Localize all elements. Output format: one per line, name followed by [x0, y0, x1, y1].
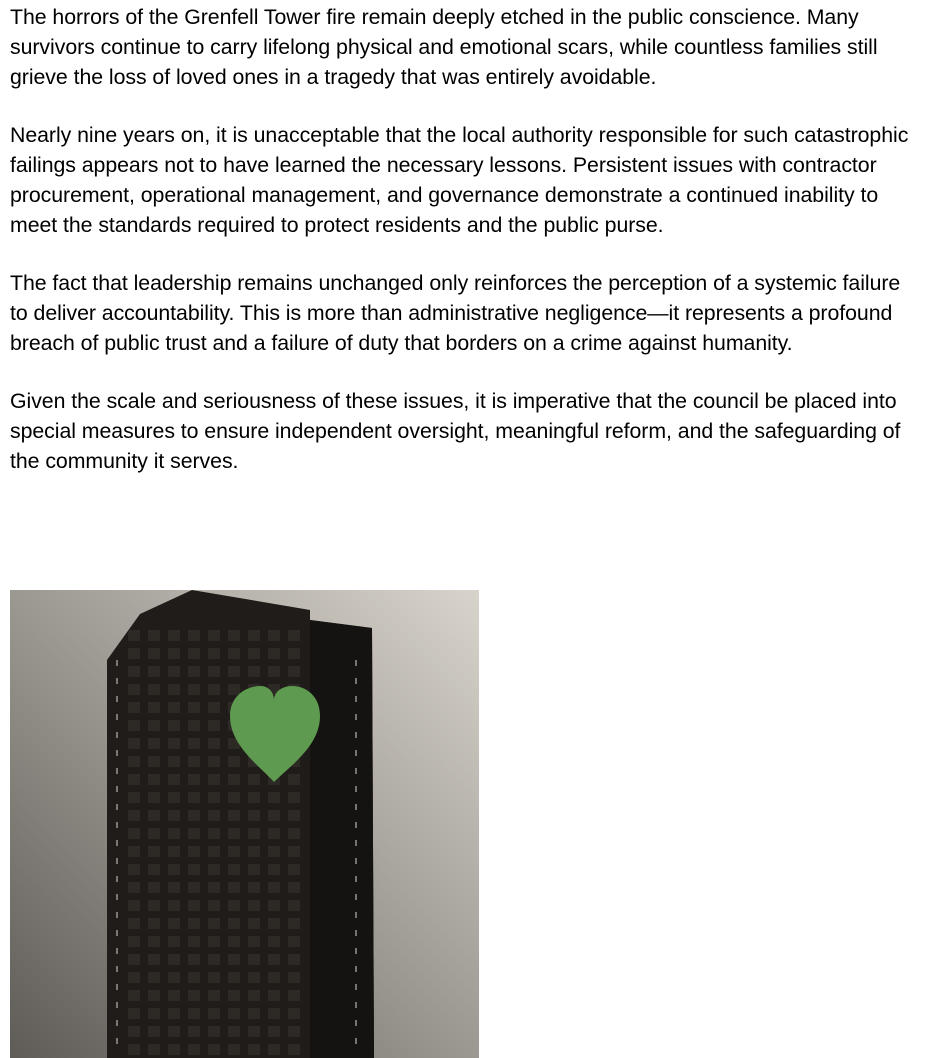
tower-window — [288, 666, 300, 677]
tower-window — [248, 954, 260, 965]
tower-window — [148, 774, 160, 785]
tower-window — [148, 954, 160, 965]
tower-edge-mark — [355, 1002, 357, 1008]
tower-window — [168, 774, 180, 785]
tower-window — [268, 1044, 280, 1055]
tower-window — [208, 864, 220, 875]
tower-window — [268, 1008, 280, 1019]
tower-edge-mark — [355, 696, 357, 702]
tower-window — [128, 1026, 140, 1037]
tower-edge-mark — [355, 714, 357, 720]
tower-window — [248, 1008, 260, 1019]
tower-window — [288, 1044, 300, 1055]
tower-window — [228, 684, 240, 695]
tower-side — [310, 620, 374, 1058]
tower-window — [148, 738, 160, 749]
tower-window — [188, 864, 200, 875]
tower-window — [208, 720, 220, 731]
tower-window — [208, 1008, 220, 1019]
tower-window — [268, 900, 280, 911]
tower-window — [128, 972, 140, 983]
tower-window — [188, 918, 200, 929]
tower-window — [288, 774, 300, 785]
tower-window — [128, 702, 140, 713]
tower-window — [168, 954, 180, 965]
tower-window — [228, 666, 240, 677]
tower-window — [248, 666, 260, 677]
tower-window — [128, 666, 140, 677]
tower-edge-mark — [116, 804, 118, 810]
tower-edge-mark — [355, 678, 357, 684]
tower-window — [208, 792, 220, 803]
tower-window — [188, 738, 200, 749]
tower-edge-mark — [116, 930, 118, 936]
tower-edge-mark — [355, 930, 357, 936]
tower-edge-mark — [355, 984, 357, 990]
tower-edge-mark — [116, 840, 118, 846]
tower-window — [248, 900, 260, 911]
tower-window — [188, 684, 200, 695]
tower-window — [228, 1044, 240, 1055]
tower-window — [248, 648, 260, 659]
tower-window — [168, 936, 180, 947]
tower-window — [188, 846, 200, 857]
tower-window — [228, 900, 240, 911]
tower-window — [128, 792, 140, 803]
tower-edge-mark — [355, 822, 357, 828]
tower-edge-mark — [116, 786, 118, 792]
tower-window — [128, 630, 140, 641]
tower-window — [268, 828, 280, 839]
tower-window — [208, 1044, 220, 1055]
tower-illustration — [10, 590, 479, 1058]
tower-window — [168, 882, 180, 893]
tower-window — [248, 828, 260, 839]
tower-window — [168, 666, 180, 677]
tower-window — [188, 720, 200, 731]
tower-edge-mark — [355, 804, 357, 810]
tower-window — [228, 864, 240, 875]
tower-edge-mark — [355, 768, 357, 774]
tower-window — [188, 756, 200, 767]
tower-window — [168, 630, 180, 641]
tower-edge-mark — [116, 876, 118, 882]
tower-window — [288, 972, 300, 983]
tower-edge-mark — [116, 966, 118, 972]
tower-window — [268, 846, 280, 857]
tower-window — [168, 1044, 180, 1055]
tower-window — [188, 666, 200, 677]
tower-edge-mark — [355, 1038, 357, 1044]
tower-window — [248, 918, 260, 929]
tower-window — [288, 1008, 300, 1019]
tower-window — [188, 972, 200, 983]
tower-window — [248, 846, 260, 857]
tower-window — [208, 738, 220, 749]
tower-window — [188, 648, 200, 659]
tower-window — [168, 702, 180, 713]
tower-window — [128, 756, 140, 767]
tower-edge-mark — [116, 732, 118, 738]
tower-window — [188, 900, 200, 911]
tower-window — [188, 828, 200, 839]
tower-window — [168, 972, 180, 983]
tower-window — [188, 810, 200, 821]
tower-window — [128, 738, 140, 749]
tower-window — [148, 972, 160, 983]
tower-window — [148, 1008, 160, 1019]
tower-edge-mark — [116, 858, 118, 864]
tower-window — [148, 630, 160, 641]
tower-window — [128, 846, 140, 857]
tower-window — [168, 864, 180, 875]
tower-edge-mark — [116, 894, 118, 900]
tower-window — [128, 648, 140, 659]
tower-window — [188, 936, 200, 947]
tower-window — [288, 828, 300, 839]
tower-window — [208, 846, 220, 857]
tower-edge-mark — [355, 660, 357, 666]
tower-edge-mark — [355, 732, 357, 738]
tower-window — [168, 900, 180, 911]
tower-window — [268, 810, 280, 821]
tower-window — [228, 990, 240, 1001]
tower-window — [268, 936, 280, 947]
tower-window — [208, 972, 220, 983]
tower-window — [148, 666, 160, 677]
tower-window — [228, 882, 240, 893]
tower-window — [268, 630, 280, 641]
tower-window — [248, 792, 260, 803]
tower-edge-mark — [355, 858, 357, 864]
tower-window — [168, 1008, 180, 1019]
tower-edge-mark — [355, 786, 357, 792]
tower-window — [228, 936, 240, 947]
tower-window — [248, 972, 260, 983]
tower-window — [148, 936, 160, 947]
tower-window — [188, 1026, 200, 1037]
tower-window — [228, 630, 240, 641]
tower-window — [188, 630, 200, 641]
tower-edge-mark — [355, 966, 357, 972]
tower-window — [248, 990, 260, 1001]
tower-window — [208, 918, 220, 929]
tower-window — [148, 828, 160, 839]
tower-window — [188, 1008, 200, 1019]
tower-window — [168, 756, 180, 767]
tower-window — [128, 810, 140, 821]
tower-window — [128, 900, 140, 911]
tower-window — [128, 684, 140, 695]
tower-window — [128, 954, 140, 965]
tower-window — [288, 1026, 300, 1037]
tower-window — [168, 828, 180, 839]
tower-window — [148, 864, 160, 875]
tower-window — [288, 900, 300, 911]
tower-window — [268, 1026, 280, 1037]
tower-window — [248, 774, 260, 785]
tower-edge-mark — [355, 876, 357, 882]
tower-window — [148, 810, 160, 821]
tower-window — [268, 666, 280, 677]
tower-edge-mark — [116, 984, 118, 990]
tower-window — [208, 810, 220, 821]
tower-window — [268, 954, 280, 965]
tower-edge-mark — [355, 840, 357, 846]
tower-window — [248, 810, 260, 821]
tower-window — [248, 864, 260, 875]
tower-window — [268, 648, 280, 659]
tower-window — [228, 792, 240, 803]
tower-window — [128, 918, 140, 929]
tower-window — [228, 648, 240, 659]
tower-window — [168, 810, 180, 821]
tower-window — [148, 648, 160, 659]
tower-window — [148, 684, 160, 695]
tower-window — [208, 684, 220, 695]
tower-window — [148, 702, 160, 713]
tower-window — [168, 846, 180, 857]
tower-window — [288, 630, 300, 641]
tower-window — [188, 774, 200, 785]
tower-image — [10, 590, 479, 1058]
tower-edge-mark — [355, 912, 357, 918]
tower-window — [288, 864, 300, 875]
tower-window — [228, 774, 240, 785]
tower-window — [168, 738, 180, 749]
tower-window — [128, 936, 140, 947]
tower-window — [228, 810, 240, 821]
tower-window — [128, 1008, 140, 1019]
tower-window — [208, 936, 220, 947]
tower-edge-mark — [116, 750, 118, 756]
tower-window — [288, 954, 300, 965]
tower-window — [148, 756, 160, 767]
tower-window — [228, 972, 240, 983]
tower-window — [188, 882, 200, 893]
tower-window — [128, 720, 140, 731]
paragraph-1: The horrors of the Grenfell Tower fire remain deeply etched in the public conscience. Many survivors continue to carry lifelong physical and emotional scars, while countless families still grieve the loss of loved ones in a tragedy that was entirely avoidable. — [10, 5, 878, 89]
tower-window — [228, 756, 240, 767]
tower-window — [188, 1044, 200, 1055]
tower-window — [188, 990, 200, 1001]
tower-window — [208, 990, 220, 1001]
document-body — [10, 2, 922, 504]
tower-edge-mark — [116, 912, 118, 918]
tower-window — [128, 1044, 140, 1055]
tower-window — [228, 828, 240, 839]
tower-window — [148, 882, 160, 893]
tower-window — [268, 882, 280, 893]
tower-window — [188, 702, 200, 713]
tower-window — [148, 1026, 160, 1037]
tower-window — [268, 864, 280, 875]
tower-window — [128, 882, 140, 893]
tower-window — [148, 792, 160, 803]
tower-window — [288, 648, 300, 659]
tower-window — [228, 918, 240, 929]
tower-window — [188, 792, 200, 803]
tower-window — [208, 774, 220, 785]
tower-window — [288, 918, 300, 929]
tower-edge-mark — [116, 1002, 118, 1008]
tower-window — [168, 918, 180, 929]
tower-edge-mark — [116, 822, 118, 828]
tower-edge-mark — [116, 660, 118, 666]
tower-window — [208, 666, 220, 677]
tower-window — [208, 882, 220, 893]
tower-window — [248, 882, 260, 893]
tower-window — [208, 828, 220, 839]
tower-window — [288, 792, 300, 803]
tower-edge-mark — [116, 678, 118, 684]
tower-window — [228, 1026, 240, 1037]
tower-edge-mark — [116, 696, 118, 702]
tower-window — [248, 936, 260, 947]
tower-window — [228, 846, 240, 857]
tower-window — [208, 1026, 220, 1037]
tower-edge-mark — [116, 948, 118, 954]
tower-window — [148, 1044, 160, 1055]
tower-window — [208, 648, 220, 659]
tower-window — [288, 810, 300, 821]
tower-window — [288, 936, 300, 947]
tower-window — [288, 882, 300, 893]
tower-window — [208, 756, 220, 767]
paragraph-2: Nearly nine years on, it is unacceptable that the local authority responsible for such catastrophic failings appears not to have learned the necessary lessons. Persistent issues with contractor procurement, operational management, and governance demonstrate a continued inability to meet the standards required to protect residents and the public purse. — [10, 123, 909, 237]
tower-edge-mark — [355, 750, 357, 756]
tower-window — [288, 990, 300, 1001]
tower-edge-mark — [355, 894, 357, 900]
tower-edge-mark — [116, 768, 118, 774]
tower-window — [288, 846, 300, 857]
tower-edge-mark — [116, 1020, 118, 1026]
tower-window — [128, 990, 140, 1001]
tower-window — [148, 900, 160, 911]
tower-window — [268, 918, 280, 929]
tower-window — [268, 972, 280, 983]
tower-window — [248, 1026, 260, 1037]
tower-window — [208, 900, 220, 911]
tower-window — [208, 630, 220, 641]
paragraph-3: The fact that leadership remains unchanged only reinforces the perception of a systemic failure to deliver accountability. This is more than administrative negligence—it represents a profound breach of public trust and a failure of duty that borders on a crime against humanity. — [10, 271, 901, 355]
tower-edge-mark — [355, 1020, 357, 1026]
tower-window — [208, 702, 220, 713]
tower-window — [228, 1008, 240, 1019]
tower-window — [128, 864, 140, 875]
tower-window — [168, 990, 180, 1001]
tower-window — [268, 792, 280, 803]
tower-window — [168, 648, 180, 659]
tower-edge-mark — [116, 1038, 118, 1044]
tower-edge-mark — [355, 948, 357, 954]
tower-window — [148, 720, 160, 731]
tower-window — [128, 774, 140, 785]
tower-window — [148, 918, 160, 929]
tower-window — [268, 990, 280, 1001]
tower-window — [148, 846, 160, 857]
tower-window — [168, 1026, 180, 1037]
tower-window — [208, 954, 220, 965]
tower-window — [168, 684, 180, 695]
tower-window — [248, 630, 260, 641]
tower-window — [248, 1044, 260, 1055]
tower-window — [168, 720, 180, 731]
tower-window — [128, 828, 140, 839]
tower-window — [188, 954, 200, 965]
paragraph-4: Given the scale and seriousness of these issues, it is imperative that the council be placed into special measures to ensure independent oversight, meaningful reform, and the safeguarding of the community it serves. — [10, 389, 901, 473]
tower-window — [168, 792, 180, 803]
tower-window — [228, 954, 240, 965]
tower-edge-mark — [116, 714, 118, 720]
tower-window — [148, 990, 160, 1001]
